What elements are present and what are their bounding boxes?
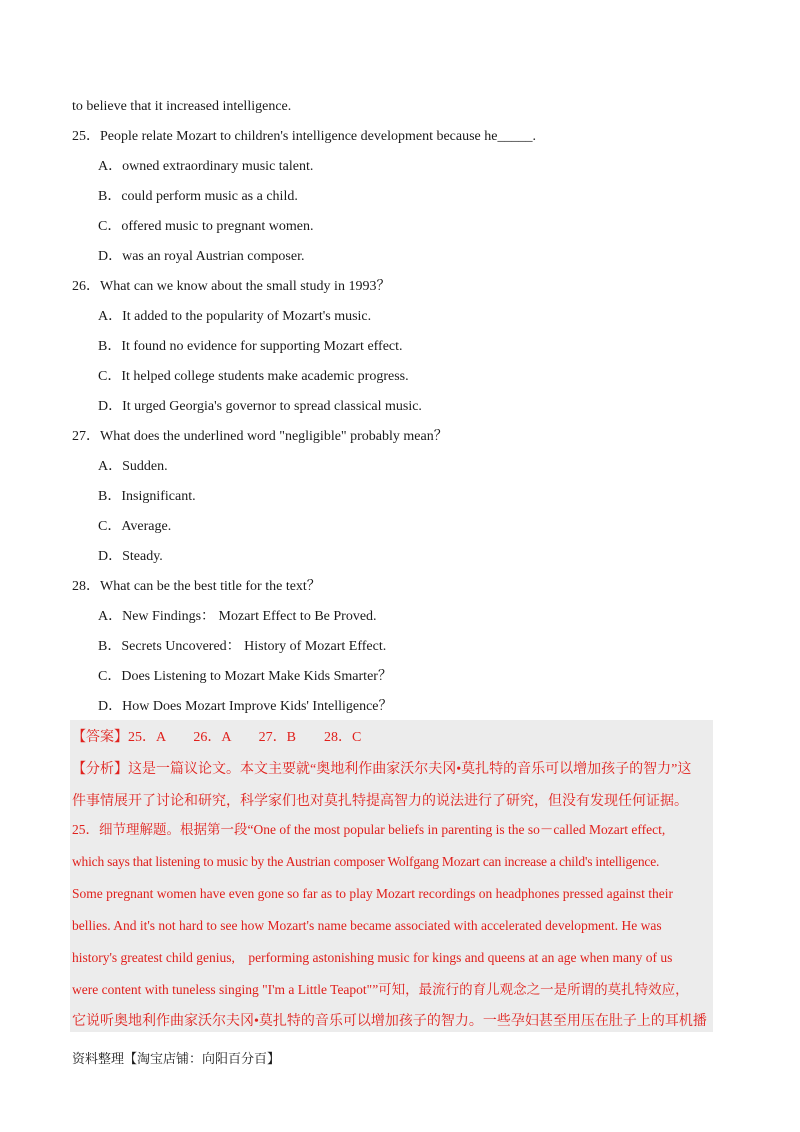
question-26-option-d: D．It urged Georgia's governor to spread classical music. [98, 399, 422, 414]
question-27-option-d: D．Steady. [98, 549, 163, 564]
question-25-option-c: C．offered music to pregnant women. [98, 219, 314, 234]
question-27-option-a: A．Sudden. [98, 459, 168, 474]
question-28-option-d: D．How Does Mozart Improve Kids' Intelligence？ [98, 699, 393, 714]
question-26-option-c: C．It helped college students make academic progress. [98, 369, 409, 384]
explanation-line-6: were content with tuneless singing "I'm a Little Teapot"”可知，最流行的育儿观念之一是所谓的莫扎特效应， [72, 982, 689, 997]
question-27-option-b: B．Insignificant. [98, 489, 196, 504]
explanation-line-3: Some pregnant women have even gone so far as to play Mozart recordings on headphones pressed against their [72, 886, 673, 901]
question-28-option-c: C．Does Listening to Mozart Make Kids Smarter？ [98, 669, 392, 684]
question-27-option-c: C．Average. [98, 519, 172, 534]
explanation-line-5: history's greatest child genius, performing astonishing music for kings and queens at an age when many of us [72, 950, 673, 965]
question-28-option-b: B．Secrets Uncovered： History of Mozart Effect. [98, 639, 387, 654]
analysis-line-1: 【分析】这是一篇议论文。本文主要就“奥地利作曲家沃尔夫冈•莫扎特的音乐可以增加孩子的智力”这 [72, 762, 692, 777]
question-27-stem: 27．What does the underlined word "negligible" probably mean？ [72, 429, 448, 444]
explanation-line-1: 25．细节理解题。根据第一段“One of the most popular beliefs in parenting is the so－called Mozart effect, [72, 822, 666, 837]
question-25-option-b: B．could perform music as a child. [98, 189, 298, 204]
question-26-stem: 26．What can we know about the small study in 1993？ [72, 279, 391, 294]
intro-tail-text: to believe that it increased intelligence. [72, 99, 292, 114]
answer-key-line: 【答案】25．A 26．A 27．B 28．C [72, 730, 362, 745]
question-25-stem: 25．People relate Mozart to children's intelligence development because he_____. [72, 129, 536, 144]
analysis-line-2: 件事情展开了讨论和研究，科学家们也对莫扎特提高智力的说法进行了研究，但没有发现任何证据。 [72, 794, 688, 809]
question-28-option-a: A．New Findings： Mozart Effect to Be Proved. [98, 609, 377, 624]
question-25-option-d: D．was an royal Austrian composer. [98, 249, 305, 264]
explanation-line-7: 它说听奥地利作曲家沃尔夫冈•莫扎特的音乐可以增加孩子的智力。一些孕妇甚至用压在肚子上的耳机播 [72, 1014, 707, 1029]
page-footer: 资料整理【淘宝店铺：向阳百分百】 [72, 1052, 281, 1067]
question-26-option-b: B．It found no evidence for supporting Mozart effect. [98, 339, 403, 354]
explanation-line-4: bellies. And it's not hard to see how Mozart's name became associated with accelerated development. He was [72, 918, 662, 933]
question-25-option-a: A．owned extraordinary music talent. [98, 159, 314, 174]
explanation-line-2: which says that listening to music by the Austrian composer Wolfgang Mozart can increase a child's intelligence. [72, 854, 660, 869]
question-28-stem: 28．What can be the best title for the text？ [72, 579, 321, 594]
question-26-option-a: A．It added to the popularity of Mozart's music. [98, 309, 372, 324]
